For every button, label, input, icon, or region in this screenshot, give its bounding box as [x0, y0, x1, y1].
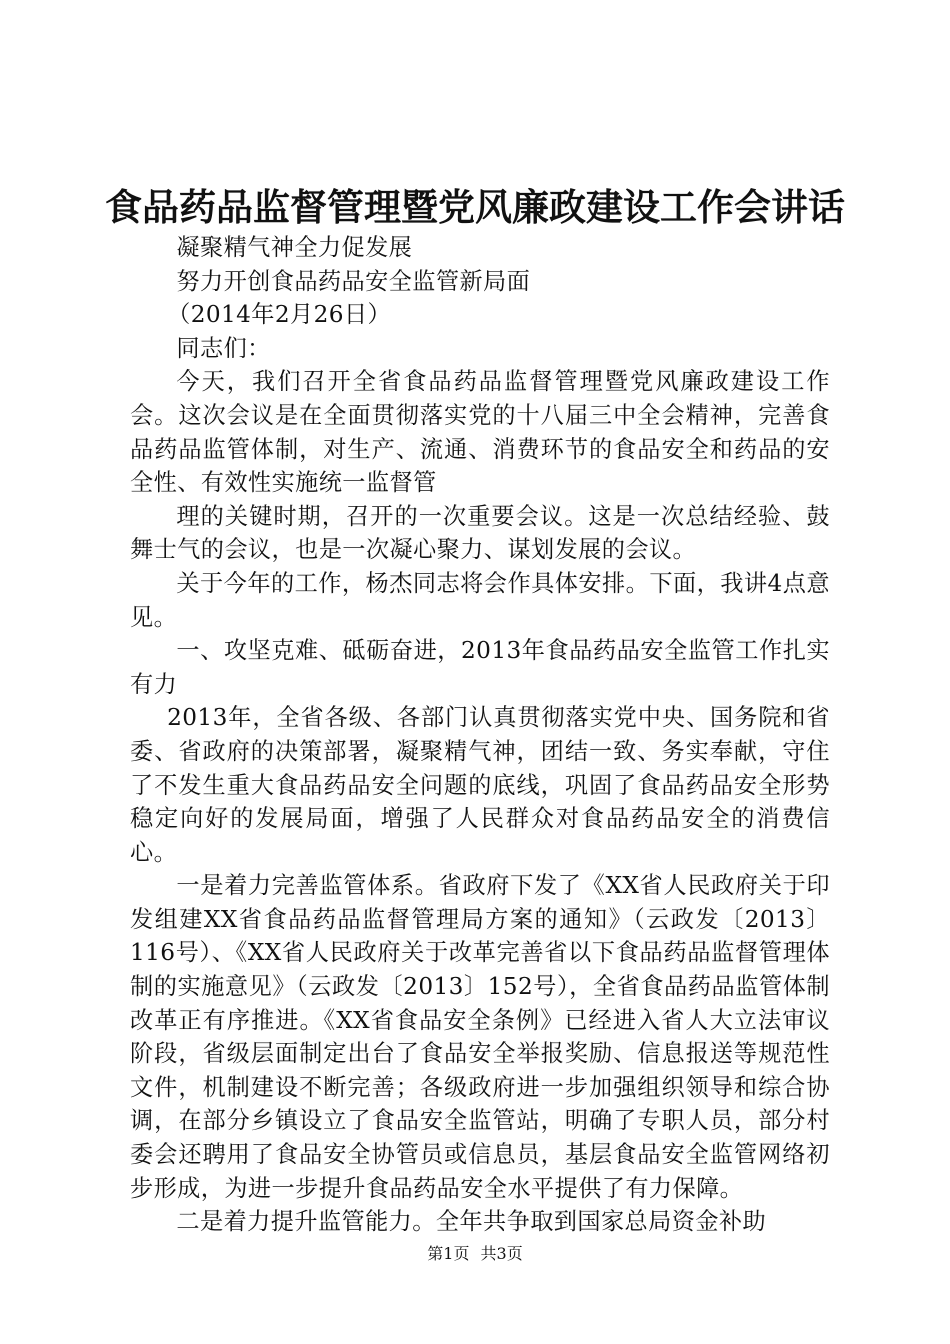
subtitle-line-2: 努力开创食品药品安全监管新局面	[176, 267, 531, 295]
document-title: 食品药品监督管理暨党风廉政建设工作会讲话	[105, 186, 845, 229]
subtitle-line-1: 凝聚精气神全力促发展	[176, 234, 413, 261]
document-body	[130, 231, 830, 1239]
section-heading: 一、攻坚克难、砥砺奋进，2013年食品药品安全监管工作扎实有力	[130, 637, 830, 698]
paragraph: 二是着力提升监管能力。全年共争取到国家总局资金补助	[176, 1208, 767, 1236]
paragraph: 今天，我们召开全省食品药品监督管理暨党风廉政建设工作会。这次会议是在全面贯彻落实党的十八届三中全会精神，完善食品药品监管体制，对生产、流通、消费环节的食品安全和药品的安全性、有效性实施统一监督管	[130, 368, 830, 497]
page-footer	[0, 1243, 950, 1265]
paragraph: 2013年，全省各级、各部门认真贯彻落实党中央、国务院和省委、省政府的决策部署，凝聚精气神，团结一致、务实奉献，守住了不发生重大食品药品安全问题的底线，巩固了食品药品安全形势稳定向好的发展局面，增强了人民群众对食品药品安全的消费信心。	[130, 704, 830, 866]
paragraph: 关于今年的工作，杨杰同志将会作具体安排。下面，我讲4点意见。	[130, 569, 830, 631]
page-number: 第1页	[427, 1244, 470, 1263]
salutation: 同志们：	[176, 334, 271, 362]
page-total: 共3页	[480, 1244, 523, 1263]
paragraph: 一是着力完善监管体系。省政府下发了《XX省人民政府关于印发组建XX省食品药品监督管理局方案的通知》（云政发〔2013〕116号）、《XX省人民政府关于改革完善省以下食品药品监督管理体制的实施意见》（云政发〔2013〕152号），全省食品药品监管体制改革正有序推进。《XX省食品安全条例》已经进入省人大立法审议阶段，省级层面制定出台了食品安全举报奖励、信息报送等规范性文件，机制建设不断完善；各级政府进一步加强组织领导和综合协调，在部分乡镇设立了食品安全监管站，明确了专职人员，部分村委会还聘用了食品安全协管员或信息员，基层食品安全监管网络初步形成，为进一步提升食品药品安全水平提供了有力保障。	[130, 872, 830, 1202]
paragraph: 理的关键时期，召开的一次重要会议。这是一次总结经验、鼓舞士气的会议，也是一次凝心聚力、谋划发展的会议。	[130, 502, 830, 564]
date-line: （2014年2月26日）	[167, 301, 392, 329]
